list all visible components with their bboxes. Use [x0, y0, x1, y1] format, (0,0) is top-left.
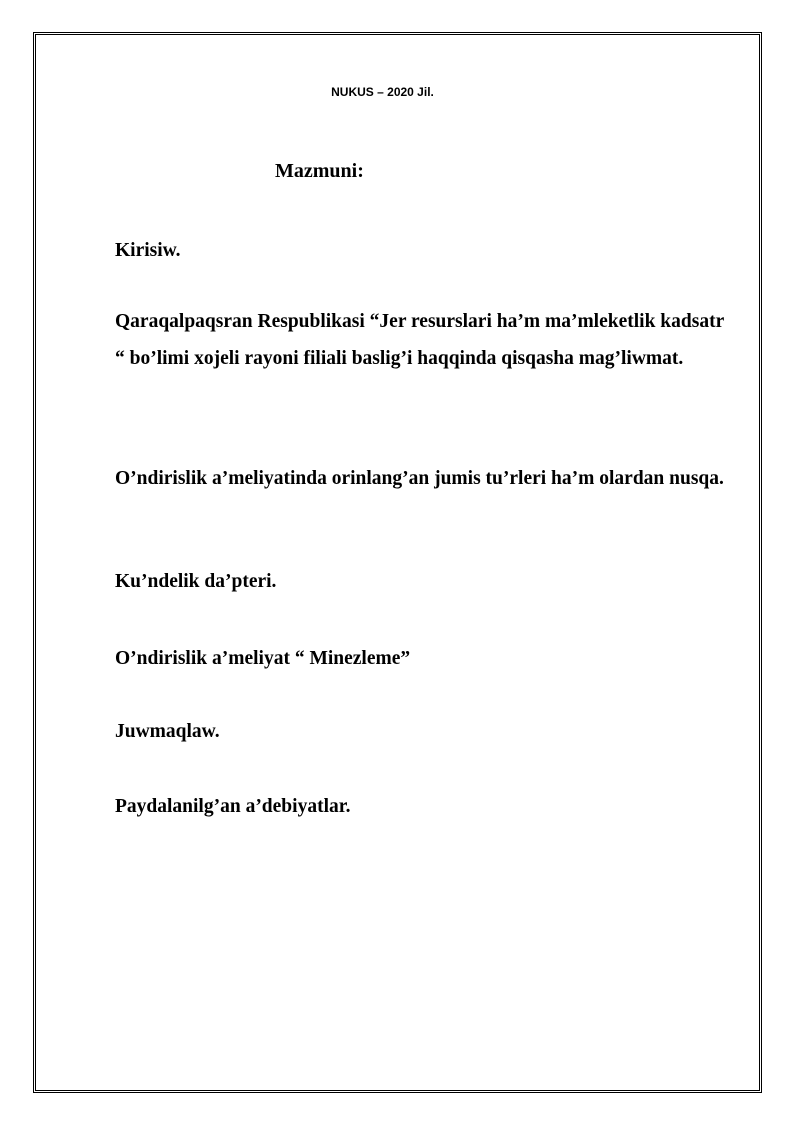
contents-entry: Juwmaqlaw.: [115, 721, 220, 742]
header-location-year: NUKUS – 2020 Jil.: [331, 85, 434, 99]
contents-entry: Ku’ndelik da’pteri.: [115, 571, 277, 592]
contents-entry: O’ndirislik a’meliyatinda orinlang’an jumis tu’rleri ha’m olardan nusqa.: [115, 468, 724, 489]
contents-entry: Kirisiw.: [115, 240, 181, 261]
contents-entry: O’ndirislik a’meliyat “ Minezleme”: [115, 648, 411, 669]
contents-title: Mazmuni:: [275, 160, 364, 182]
contents-entry: Qaraqalpaqsran Respublikasi “Jer resurslari ha’m ma’mleketlik kadsatr “ bo’limi xojeli rayoni filiali baslig’i haqqinda qisqasha mag’liwmat.: [115, 311, 724, 369]
contents-entry: Paydalanilg’an a’debiyatlar.: [115, 796, 351, 817]
